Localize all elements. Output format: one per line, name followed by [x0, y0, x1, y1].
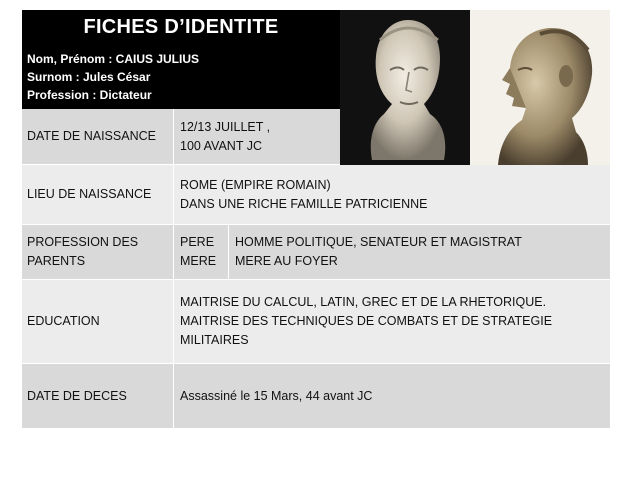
parents-label	[22, 225, 173, 279]
birth-date-label: DATE DE NAISSANCE	[27, 129, 156, 143]
education-line: MILITAIRES	[180, 333, 249, 347]
profession-line: Profession : Dictateur	[27, 88, 152, 102]
identity-sheet	[22, 10, 610, 428]
education-value	[173, 280, 610, 363]
mother-label: MERE	[180, 254, 217, 268]
parents-label-line: PROFESSION DES	[27, 235, 139, 249]
education-row	[22, 280, 610, 364]
parents-row	[22, 225, 610, 280]
birth-date-value	[173, 109, 340, 164]
portrait-photo	[340, 10, 610, 165]
surname-line: Surnom : Jules César	[27, 70, 151, 84]
name-line: Nom, Prénom : CAIUS JULIUS	[27, 52, 200, 66]
death-date: Assassiné le 15 Mars, 44 avant JC	[180, 388, 373, 403]
father-job: HOMME POLITIQUE, SENATEUR ET MAGISTRAT	[235, 235, 522, 249]
death-row	[22, 364, 610, 428]
birth-place-row	[22, 165, 610, 225]
death-label: DATE DE DECES	[27, 388, 127, 403]
death-value	[173, 364, 610, 428]
parent-jobs	[228, 225, 610, 279]
birth-place-line: ROME (EMPIRE ROMAIN)	[180, 177, 331, 192]
education-line: MAITRISE DU CALCUL, LATIN, GREC ET DE LA RHETORIQUE.	[180, 295, 547, 309]
parents-label-line: PARENTS	[27, 254, 86, 268]
parent-who	[173, 225, 228, 279]
birth-date-row	[22, 109, 340, 165]
mother-job: MERE AU FOYER	[235, 254, 338, 268]
identity-header	[22, 10, 340, 109]
father-label: PERE	[180, 235, 215, 249]
birth-date-line: 100 AVANT JC	[180, 138, 262, 153]
education-line: MAITRISE DES TECHNIQUES DE COMBATS ET DE STRATEGIE	[180, 314, 553, 328]
birth-place-label: LIEU DE NAISSANCE	[27, 187, 152, 201]
birth-place-line: DANS UNE RICHE FAMILLE PATRICIENNE	[180, 196, 428, 211]
bust-illustration	[340, 10, 610, 165]
birth-place-value	[173, 165, 610, 224]
education-label: EDUCATION	[27, 314, 100, 328]
birth-date-line: 12/13 JUILLET ,	[180, 119, 271, 134]
sheet-title: FICHES D’IDENTITE	[83, 16, 279, 38]
